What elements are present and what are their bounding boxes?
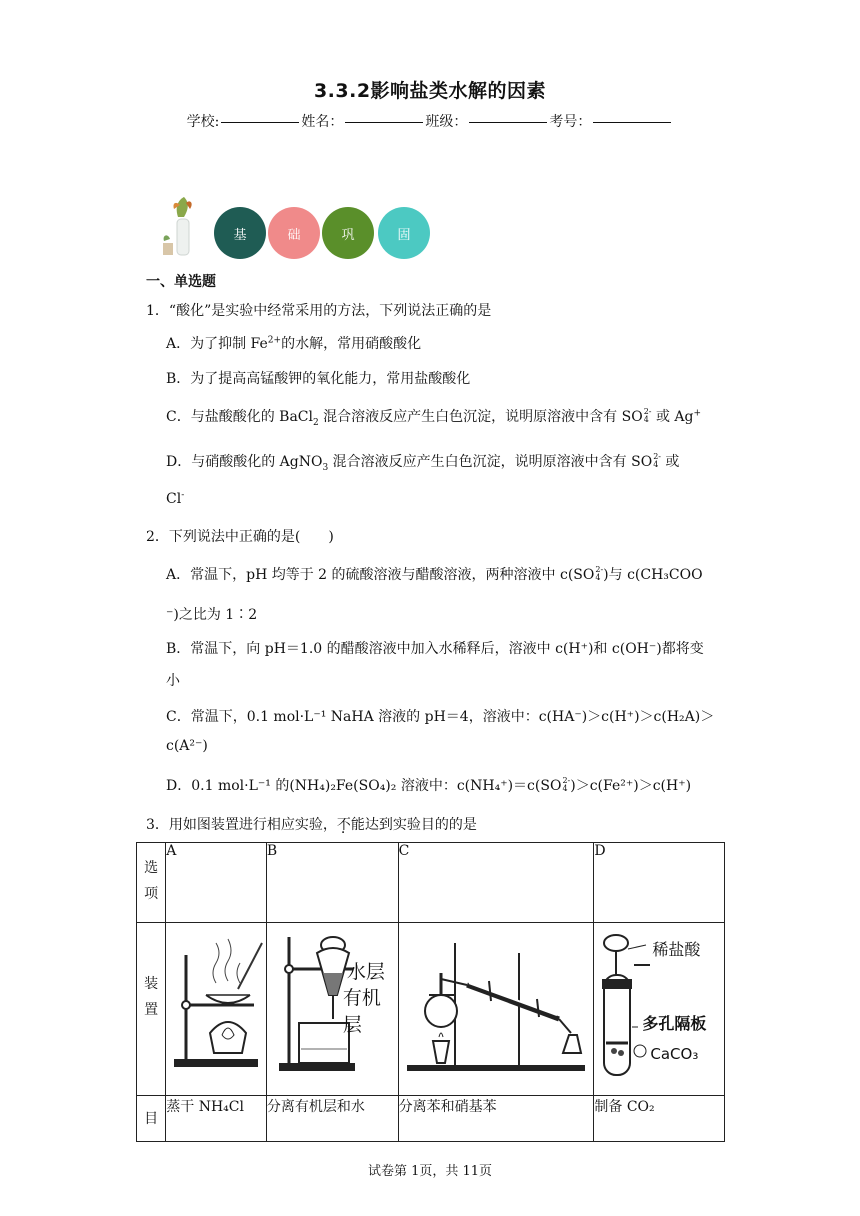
q1-stem: 1．“酸化”是实验中经常采用的方法，下列说法正确的是: [146, 303, 492, 319]
q2-option-d: D．0.1 mol·L⁻¹ 的(NH₄)₂Fe(SO₄)₂ 溶液中：c(NH₄⁺)＝c(SO 2- 4 )＞c(Fe²⁺)＞c(H⁺): [166, 776, 692, 794]
table-row-apparatus: [137, 923, 725, 1096]
page-footer: 试卷第 1页，共 11页: [367, 1164, 493, 1179]
q2-option-b-continued: 小: [166, 673, 180, 689]
label-water-layer: 水层: [346, 961, 385, 983]
q2-option-c-continued: c(A²⁻): [166, 738, 208, 754]
distillation-apparatus-diagram: [399, 923, 593, 1091]
plant-vase-illustration: [160, 195, 200, 259]
apparatus-c-cell: [398, 923, 594, 1096]
section-title: 一、单选题: [146, 274, 216, 290]
label-porous-plate: 多孔隔板: [642, 1014, 707, 1033]
apparatus-a-cell: [166, 923, 267, 1096]
q3-emphasis: 不能: [336, 817, 365, 833]
purpose-a: 蒸干 NH₄Cl: [166, 1096, 267, 1142]
q1-option-d-continued: Cl-: [166, 490, 185, 507]
q2-option-a: A．常温下，pH 均等于 2 的硫酸溶液与醋酸溶液，两种溶液中 c(SO 2- 4 )与 c(CH₃COO: [166, 565, 703, 583]
option-c-header: C: [398, 843, 594, 923]
q1-option-a: A．为了抑制 $Fe^{2+}$的水解，常用硝酸酸化: [166, 335, 422, 352]
purpose-b: 分离有机层和水: [266, 1096, 398, 1142]
badge-circle: 巩: [322, 207, 374, 259]
label-dilute-hcl: 稀盐酸: [652, 940, 701, 959]
school-blank: [221, 122, 299, 123]
table-row-options: [137, 843, 725, 923]
q1-option-d: D．与硝酸酸化的 AgNO$_3$ 混合溶液反应产生白色沉淀，说明原溶液中含有 SO 2- 4 或: [166, 452, 680, 473]
table-row-purpose: [137, 1096, 725, 1142]
q1-option-b: B．为了提高高锰酸钾的氧化能力，常用盐酸酸化: [166, 371, 471, 387]
apparatus-d-cell: [594, 923, 725, 1096]
name-label: 姓名：: [301, 114, 344, 130]
purpose-c: 分离苯和硝基苯: [398, 1096, 594, 1142]
badge-circle: 固: [378, 207, 430, 259]
name-blank: [345, 122, 423, 123]
row-label-apparatus: 装 置: [137, 923, 166, 1096]
q3-stem: 3．用如图装置进行相应实验，不能达到实验目的的是: [146, 817, 477, 833]
q2-option-a-continued: ⁻)之比为 1∶2: [166, 607, 258, 623]
exam-no-blank: [593, 122, 671, 123]
badge-circle: 础: [268, 207, 320, 259]
label-caco3: CaCO₃: [650, 1045, 699, 1063]
student-info-line: [0, 111, 860, 131]
label-organic-layer: 有机层: [342, 987, 381, 1036]
page-title: 3.3.2影响盐类水解的因素: [313, 80, 547, 102]
q1-option-c: C．与盐酸酸化的 BaCl$_2$ 混合溶液反应产生白色沉淀，说明原溶液中含有 SO 2- 4 或 Ag+: [166, 407, 702, 428]
q2-stem: 2．下列说法中正确的是( ): [146, 529, 334, 545]
class-label: 班级：: [425, 114, 468, 130]
evaporation-apparatus-diagram: [166, 923, 264, 1091]
option-b-header: B: [266, 843, 398, 923]
class-blank: [469, 122, 547, 123]
school-label: 学校:: [186, 114, 220, 130]
q2-option-c: C．常温下，0.1 mol·L⁻¹ NaHA 溶液的 pH＝4，溶液中：c(HA⁻)＞c(H⁺)＞c(H₂A)＞: [166, 709, 715, 725]
badge-circle: 基: [214, 207, 266, 259]
apparatus-b-cell: [266, 923, 398, 1096]
exam-no-label: 考号：: [549, 114, 592, 130]
purpose-d: 制备 CO₂: [594, 1096, 725, 1142]
option-a-header: A: [166, 843, 267, 923]
option-d-header: D: [594, 843, 725, 923]
row-label-options: 选 项: [137, 843, 166, 923]
q2-option-b: B．常温下，向 pH＝1.0 的醋酸溶液中加入水稀释后，溶液中 c(H⁺)和 c(OH⁻)都将变: [166, 641, 704, 657]
row-label-purpose: 目: [137, 1096, 166, 1142]
options-table: [136, 842, 725, 1142]
